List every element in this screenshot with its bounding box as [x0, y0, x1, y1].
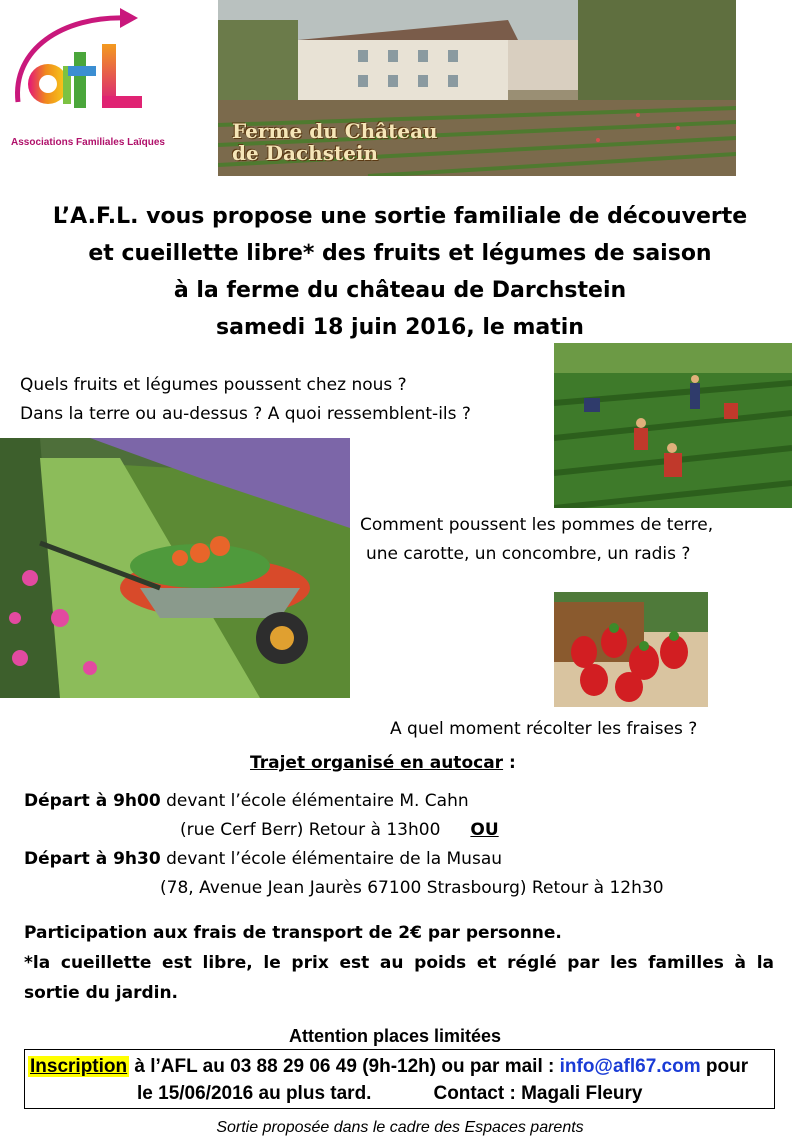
- email-link[interactable]: info@afl67.com: [559, 1056, 701, 1077]
- inscription-contact: Contact : Magali Fleury: [433, 1083, 643, 1104]
- question-1-line2: Dans la terre ou au-dessus ? A quoi ressemblent-ils ?: [20, 404, 471, 424]
- or-separator: OU: [470, 820, 499, 840]
- attention-notice: Attention places limitées: [288, 1026, 502, 1046]
- farm-caption: [232, 120, 438, 164]
- question-1-line1: Quels fruits et légumes poussent chez nous ?: [20, 375, 407, 395]
- inscription-row-1: [28, 1054, 748, 1080]
- trajet-heading: [250, 750, 516, 776]
- inscription-label: Inscription: [30, 1056, 128, 1077]
- departure-1-detail: (rue Cerf Berr) Retour à 13h00: [180, 820, 441, 840]
- trajet-label: Trajet organisé en autocar: [250, 753, 504, 773]
- headline-line2: et cueillette libre* des fruits et légumes de saison: [88, 241, 712, 266]
- departure-1-detail-row: [180, 816, 499, 845]
- departure-2-place: devant l’école élémentaire de la Musau: [160, 849, 503, 869]
- farm-caption-line1: Ferme du Château: [232, 119, 438, 143]
- headline-line4: samedi 18 juin 2016, le matin: [216, 315, 584, 340]
- question-2-line2: une carotte, un concombre, un radis ?: [366, 544, 691, 564]
- strawberries-photo: [554, 592, 708, 707]
- field-pickers-photo: [554, 343, 792, 508]
- garden-wheelbarrow-photo: [0, 438, 350, 698]
- question-2-line1: Comment poussent les pommes de terre,: [360, 515, 714, 535]
- afl-logo: [8, 4, 165, 156]
- headline: [0, 198, 800, 346]
- inscription-row-2: [137, 1081, 643, 1107]
- inscription-text-end: pour: [700, 1056, 749, 1077]
- participation-block: [24, 918, 774, 1008]
- inscription-deadline: le 15/06/2016 au plus tard.: [137, 1083, 372, 1104]
- inscription-box: [24, 1049, 775, 1109]
- question-3: A quel moment récolter les fraises ?: [390, 719, 698, 739]
- departure-1-label: Départ à 9h00: [24, 791, 161, 811]
- afl-logo-graphic: [8, 4, 158, 124]
- trajet-colon: :: [503, 753, 516, 773]
- departure-2: [24, 845, 502, 874]
- departure-1-place: devant l’école élémentaire M. Cahn: [160, 791, 469, 811]
- participation-line1: Participation aux frais de transport de 2€ par personne.: [24, 923, 562, 943]
- question-block-1: [20, 371, 471, 429]
- participation-line3: sortie du jardin.: [24, 983, 179, 1003]
- farm-caption-line2: de Dachstein: [232, 141, 379, 165]
- headline-line3: à la ferme du château de Darchstein: [173, 278, 627, 303]
- participation-line2: *la cueillette est libre, le prix est au poids et réglé par les familles à la: [24, 953, 774, 973]
- departure-1: [24, 787, 469, 816]
- inscription-text: à l’AFL au 03 88 29 06 49 (9h-12h) ou par mail :: [129, 1056, 560, 1077]
- headline-line1: L’A.F.L. vous propose une sortie familiale de découverte: [52, 204, 748, 229]
- departure-2-detail: (78, Avenue Jean Jaurès 67100 Strasbourg) Retour à 12h30: [160, 878, 664, 898]
- logo-tagline: Associations Familiales Laïques: [11, 137, 165, 148]
- departure-2-label: Départ à 9h30: [24, 849, 161, 869]
- footer-note: Sortie proposée dans le cadre des Espaces parents: [216, 1119, 584, 1136]
- question-block-2: [360, 511, 713, 569]
